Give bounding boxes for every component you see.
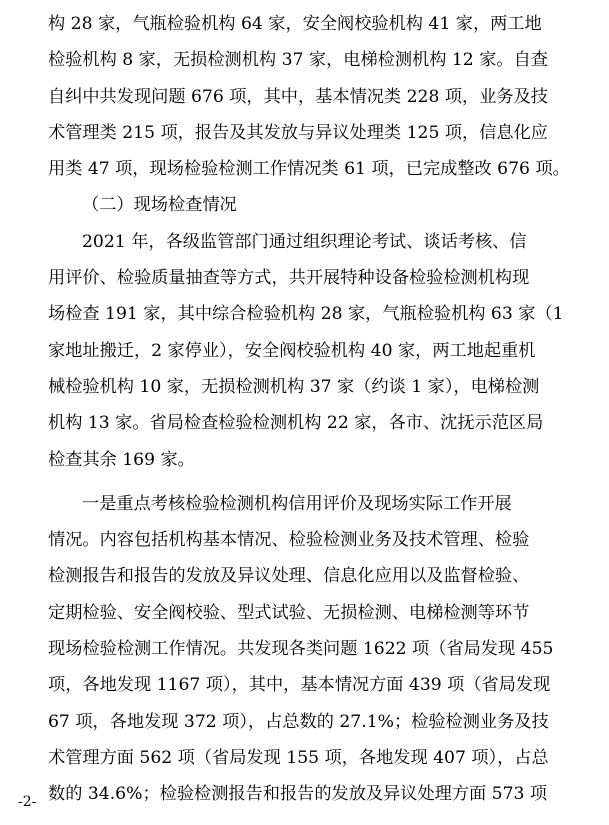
body-line: 用类 47 项，现场检验检测工作情况类 61 项，已完成整改 676 项。 [48,159,570,180]
body-line: 场检查 191 家，其中综合检验机构 28 家，气瓶检验机构 63 家（1 [48,304,564,325]
body-line: 用评价、检验质量抽查等方式，共开展特种设备检验检测机构现 [48,268,530,289]
body-line: 自纠中共发现问题 676 项，其中，基本情况类 228 项，业务及技 [48,86,548,107]
body-line: 家地址搬迁，2 家停业），安全阀校验机构 40 家，两工地起重机 [48,340,536,361]
body-line: 现场检验检测工作情况。共发现各类问题 1622 项（省局发现 455 [48,639,554,660]
body-line: 检测报告和报告的发放及异议处理、信息化应用以及监督检验、 [48,566,530,587]
body-line: 检查其余 169 家。 [48,449,195,470]
document-body [48,6,576,813]
section-heading: （二）现场检查情况 [82,195,237,216]
page-number: -2- [18,794,37,810]
body-line: 一是重点考核检验检测机构信用评价及现场实际工作开展 [82,493,512,514]
body-line: 术管理方面 562 项（省局发现 155 项，各地发现 407 项），占总 [48,747,549,768]
body-line: 术管理类 215 项，报告及其发放与异议处理类 125 项，信息化应 [48,122,548,143]
body-line: 2021 年，各级监管部门通过组织理论考试、谈话考核、信 [82,231,527,252]
body-line: 项，各地发现 1167 项），其中，基本情况方面 439 项（省局发现 [48,675,551,696]
body-line: 构 28 家，气瓶检验机构 64 家，安全阀校验机构 41 家，两工地 [48,14,542,34]
body-line: 械检验机构 10 家，无损检测机构 37 家（约谈 1 家），电梯检测 [48,376,540,397]
body-line: 定期检验、安全阀校验、型式试验、无损检测、电梯检测等环节 [48,602,530,623]
body-line: 检验机构 8 家，无损检测机构 37 家，电梯检测机构 12 家。自查 [48,50,548,71]
body-line: 67 项，各地发现 372 项），占总数的 27.1%；检验检测业务及技 [48,711,549,732]
body-line: 数的 34.6%；检验检测报告和报告的发放及异议处理方面 573 项 [48,784,548,805]
body-line: 机构 13 家。省局检查检验检测机构 22 家，各市、沈抚示范区局 [48,413,544,434]
body-line: 情况。内容包括机构基本情况、检验检测业务及技术管理、检验 [48,530,530,551]
